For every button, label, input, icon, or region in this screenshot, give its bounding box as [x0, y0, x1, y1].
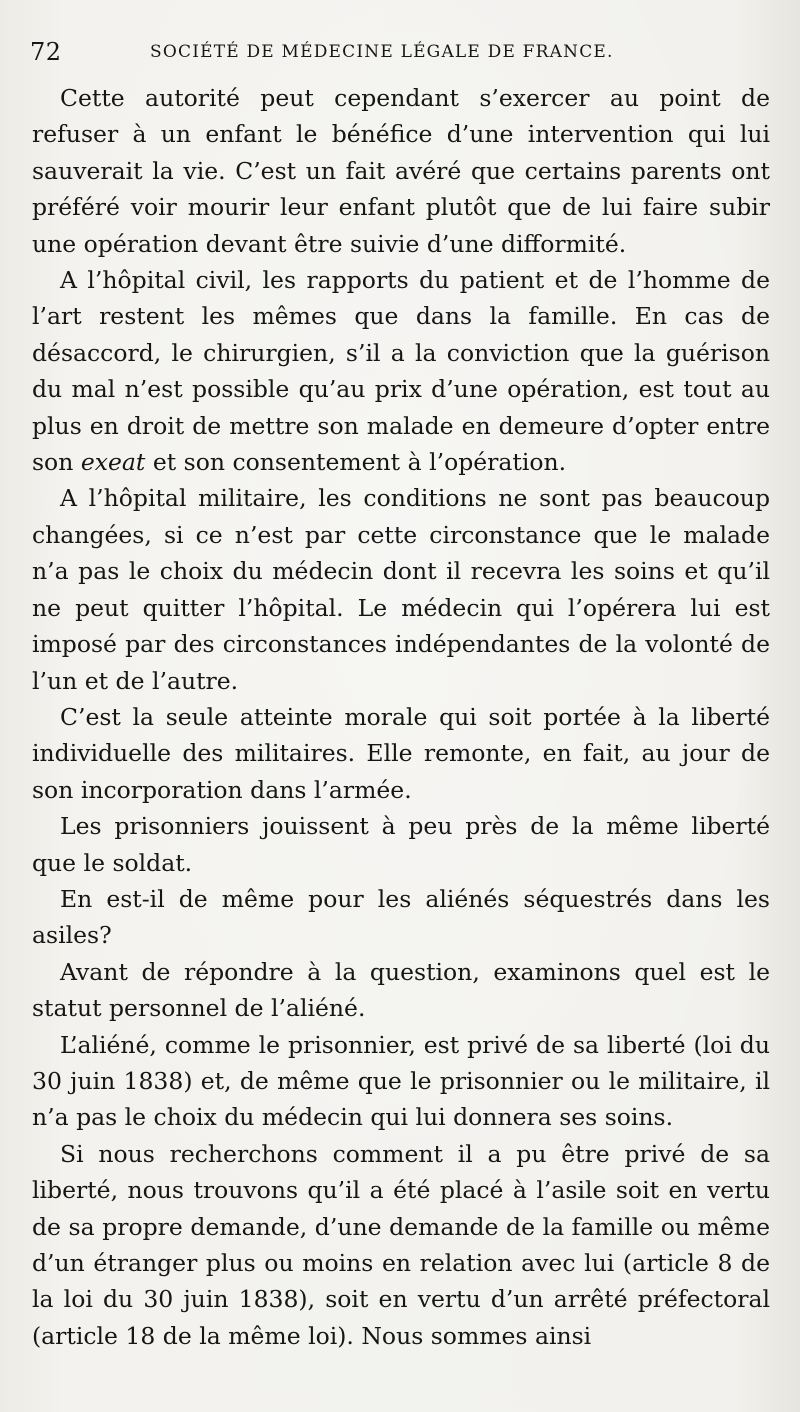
paragraph-5: Les prisonniers jouissent à peu près de la même liberté que le soldat. [32, 812, 770, 877]
page-number: 72 [30, 38, 62, 66]
paragraph-2-text-after: et son consentement à l’opération. [145, 448, 567, 477]
paragraph-2 [32, 262, 770, 480]
paragraph-1: Cette autorité peut cependant s’exercer au point de refuser à un enfant le bénéfice d’une intervention qui lui sauverait la vie. C’est un fait avéré que certains parents ont préféré voir mourir leur enfant plutôt que de lui faire subir une opération devant être suivie d’une difformité. [32, 84, 770, 258]
paragraph-9: Si nous recherchons comment il a pu être privé de sa liberté, nous trouvons qu’il a été placé à l’asile soit en vertu de sa propre demande, d’une demande de la famille ou même d’un étranger plus ou moins en relation avec lui (article 8 de la loi du 30 juin 1838), soit en vertu d’un arrêté préfectoral (article 18 de la même loi). Nous sommes ainsi [32, 1139, 770, 1350]
paragraph-3: A l’hôpital militaire, les conditions ne sont pas beaucoup changées, si ce n’est par cette circonstance que le malade n’a pas le choix du médecin dont il recevra les soins et qu’il ne peut quitter l’hôpital. Le médecin qui l’opérera lui est imposé par des circonstances indépendantes de la volonté de l’un et de l’autre. [32, 484, 770, 695]
paragraph-4: C’est la seule atteinte morale qui soit portée à la liberté individuelle des militaires. Elle remonte, en fait, au jour de son incorporation dans l’armée. [32, 702, 770, 804]
paragraph-7: Avant de répondre à la question, examinons quel est le statut personnel de l’aliéné. [32, 957, 770, 1023]
paragraph-8: L’aliéné, comme le prisonnier, est privé de sa liberté (loi du 30 juin 1838) et, de même que le prisonnier ou le militaire, il n’a pas le choix du médecin qui lui donnera ses soins. [32, 1030, 770, 1132]
paragraph-2-text-before: A l’hôpital civil, les rapports du patient et de l’homme de l’art restent les mêmes que dans la famille. En cas de désaccord, le chirurgien, s’il a la conviction que la guérison du mal n’est possible qu’au prix d’une opération, est tout au plus en droit de mettre son malade en demeure d’opter entre son [32, 266, 770, 477]
paragraph-6: En est-il de même pour les aliénés séquestrés dans les asiles? [32, 884, 770, 950]
paragraph-2-emphasis: exeat [80, 448, 146, 477]
body-text [32, 80, 770, 1354]
page-header [30, 38, 750, 70]
running-head: SOCIÉTÉ DE MÉDECINE LÉGALE DE FRANCE. [150, 42, 614, 62]
